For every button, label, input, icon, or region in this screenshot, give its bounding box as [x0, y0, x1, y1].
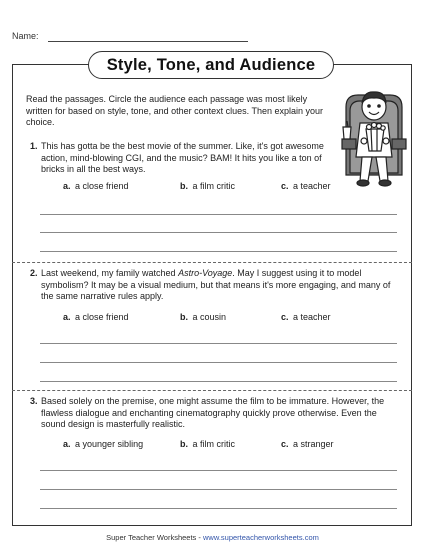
- answer-line[interactable]: [40, 343, 397, 344]
- footer: [0, 533, 425, 542]
- answer-line[interactable]: [40, 251, 397, 252]
- choice-option[interactable]: a. a close friend: [63, 181, 129, 191]
- question-number: 1.: [30, 141, 38, 151]
- choice-option[interactable]: c. a teacher: [281, 181, 331, 191]
- choice-option[interactable]: a. a younger sibling: [63, 439, 144, 449]
- section-divider: [12, 390, 412, 391]
- answer-line[interactable]: [40, 489, 397, 490]
- question-number: 2.: [30, 268, 38, 278]
- moviegoer-illustration: [338, 77, 408, 197]
- footer-site-name: Super Teacher Worksheets -: [106, 533, 203, 542]
- worksheet-title: Style, Tone, and Audience: [88, 51, 334, 79]
- question-number: 3.: [30, 396, 38, 406]
- choice-option[interactable]: c. a stranger: [281, 439, 334, 449]
- section-divider: [12, 262, 412, 263]
- footer-link[interactable]: www.superteacherworksheets.com: [202, 533, 319, 542]
- choice-option[interactable]: b. a cousin: [180, 312, 227, 322]
- name-label: Name:: [12, 31, 39, 41]
- answer-line[interactable]: [40, 470, 397, 471]
- movie-title: Astro-Voyage: [178, 268, 233, 278]
- answer-line[interactable]: [40, 232, 397, 233]
- answer-line[interactable]: [40, 381, 397, 382]
- question-text: Last weekend, my family watched Astro-Voyage. May I suggest using it to model symbolism? It may be a visual medium, but that means it's more engaging, and many of the same narrative rules apply.: [41, 268, 391, 301]
- choice-option[interactable]: b. a film critic: [180, 439, 236, 449]
- answer-line[interactable]: [40, 214, 397, 215]
- name-field[interactable]: [48, 41, 248, 42]
- choice-option[interactable]: a. a close friend: [63, 312, 129, 322]
- choice-option[interactable]: c. a teacher: [281, 312, 331, 322]
- question-text: This has gotta be the best movie of the summer. Like, it's got awesome action, mind-blowing CGI, and the music? BAM! It hits you like a ton of bricks in all the best ways.: [41, 141, 324, 174]
- question-text: Based solely on the premise, one might assume the film to be immature. However, the flawless dialogue and enchanting cinematography quickly prove otherwise. Even the sound design is masterfully realistic.: [41, 396, 385, 429]
- answer-line[interactable]: [40, 508, 397, 509]
- instructions: Read the passages. Circle the audience each passage was most likely written for based on style, tone, and other context clues. Then explain your choice.: [26, 94, 324, 127]
- answer-line[interactable]: [40, 362, 397, 363]
- choice-option[interactable]: b. a film critic: [180, 181, 236, 191]
